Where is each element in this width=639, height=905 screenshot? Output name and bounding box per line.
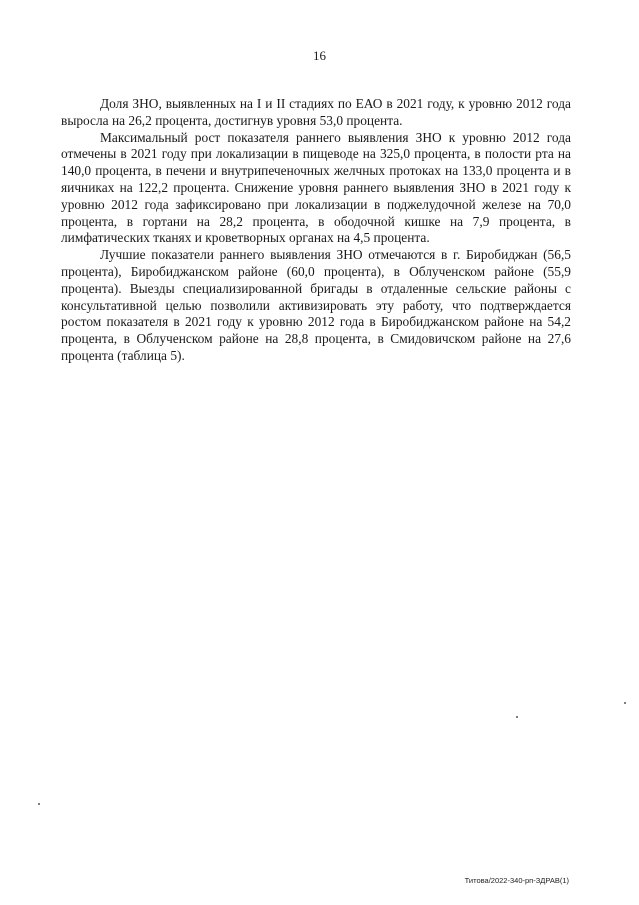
page-number: 16 [313, 48, 326, 63]
scan-speck [38, 803, 40, 805]
paragraph: Максимальный рост показателя раннего выявления ЗНО к уровню 2012 года отмечены в 2021 году при локализации в пищеводе на 325,0 процента, в полости рта на 140,0 процента, в печени и внутрипеченочных желчных протоках на 133,0 процента и в яичниках на 122,2 процента. Снижение уровня раннего выявления ЗНО в 2021 году к уровню 2012 года зафиксировано при локализации в поджелудочной железе на 70,0 процента, в гортани на 28,2 процента, в ободочной кишке на 7,9 процента, в лимфатических тканях и кроветворных органах на 4,5 процента. [61, 129, 571, 246]
document-code: Титова/2022-340-рп-ЗДРАВ(1) [464, 876, 569, 885]
paragraph: Доля ЗНО, выявленных на I и II стадиях по ЕАО в 2021 году, к уровню 2012 года выросла на 26,2 процента, достигнув уровня 53,0 процента. [61, 96, 571, 128]
paragraph: Лучшие показатели раннего выявления ЗНО отмечаются в г. Биробиджан (56,5 процента), Биробиджанском районе (60,0 процента), в Облученском районе (55,9 процента). Выезды специализированной бригады в отдаленные сельские районы с консультативной целью позволили активизировать эту работу, что подтверждается ростом показателя в 2021 году к уровню 2012 года в Биробиджанском районе на 54,2 процента, в Облученском районе на 28,8 процента, в Смидовичском районе на 27,6 процента (таблица 5). [61, 247, 571, 363]
scan-speck [624, 702, 626, 704]
body-text [61, 96, 571, 365]
scan-speck [516, 716, 518, 718]
